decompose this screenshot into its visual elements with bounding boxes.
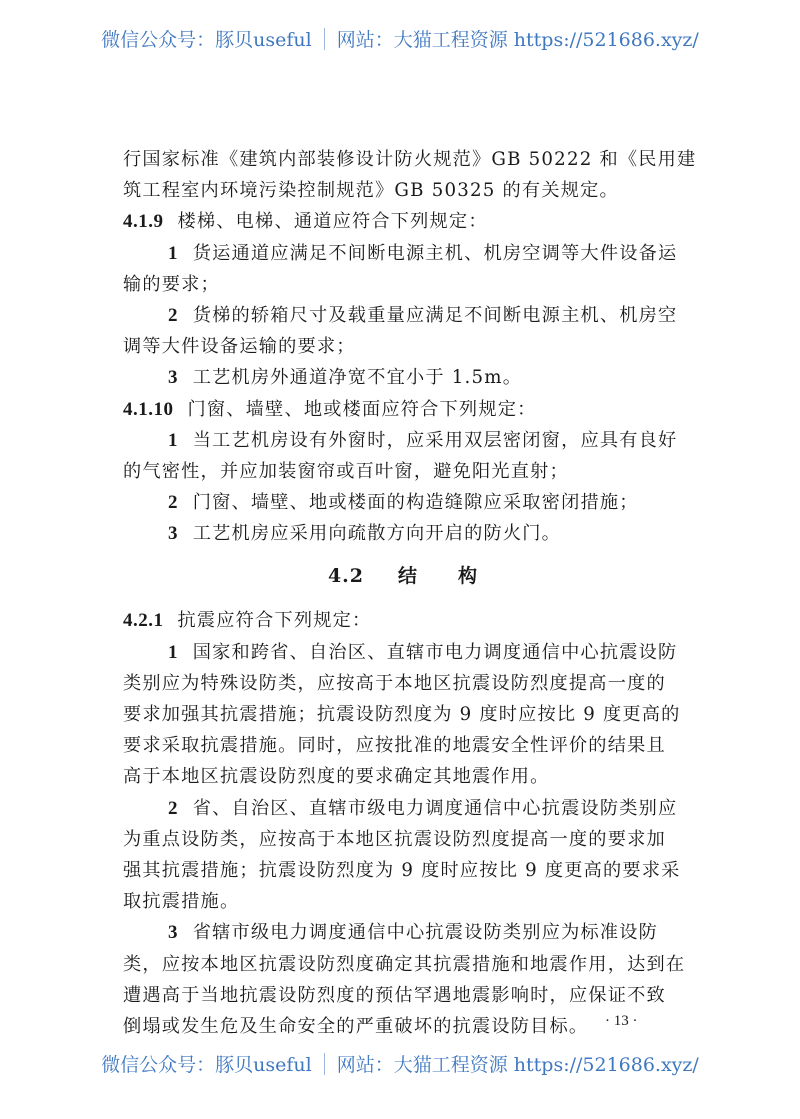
clause-heading [123,394,683,425]
line-text: 遭遇高于当地抗震设防烈度的预估罕遇地震影响时，应保证不致 [123,984,666,1006]
watermark-site-text: 网站：大猫工程资源 https://521686.xyz/ [336,1054,699,1076]
clause-text: 门窗、墙壁、地或楼面应符合下列规定： [187,398,537,420]
body-text-line [123,1011,683,1042]
body-text-line [123,668,683,699]
body-text-line [123,949,686,980]
item-number: 3 [168,523,179,545]
item-text: 省辖市级电力调度通信中心抗震设防类别应为标准设防 [192,922,659,944]
watermark-footer [0,1050,800,1077]
clause-text: 抗震应符合下列规定： [177,610,372,632]
item-number: 1 [168,429,179,451]
body-text-line [123,730,683,761]
section-title-char: 构 [458,565,479,588]
line-text: 高于本地区抗震设防烈度的要求确定其地震作用。 [123,766,550,788]
line-text: 强其抗震措施；抗震设防烈度为 9 度时应按比 9 度更高的要求采 [123,859,681,881]
body-text-line [123,824,683,855]
item-number: 1 [168,242,179,264]
line-text: 调等大件设备运输的要求； [123,336,356,358]
section-number: 4.2 [327,565,365,588]
item-text: 货运通道应满足不间断电源主机、机房空调等大件设备运 [192,242,678,264]
page-number: · 13 · [605,1013,638,1029]
body-text-line [123,761,683,792]
item-number: 3 [168,922,179,944]
clause-text: 楼梯、电梯、通道应符合下列规定： [177,211,488,233]
line-text: 倒塌或发生危及生命安全的严重破坏的抗震设防目标。 [123,1015,589,1037]
watermark-site-text: 网站：大猫工程资源 https://521686.xyz/ [336,29,699,51]
line-text: 要求加强其抗震措施；抗震设防烈度为 9 度时应按比 9 度更高的 [123,704,681,725]
body-text-line [123,144,697,175]
item-text: 国家和跨省、自治区、直辖市电力调度通信中心抗震设防 [192,641,678,663]
watermark-wechat-text: 微信公众号：豚贝useful [101,29,312,51]
body-text-line [123,175,683,206]
clause-number: 4.2.1 [123,610,164,632]
item-number: 2 [168,797,179,819]
clause-heading [123,605,683,636]
body-text-line [123,331,683,362]
item-text: 当工艺机房设有外窗时，应采用双层密闭窗，应具有良好 [192,429,678,451]
item-number: 3 [168,367,179,389]
list-item [123,637,683,668]
item-text: 货梯的轿箱尺寸及载重量应满足不间断电源主机、机房空 [192,304,678,326]
body-text-line [123,855,683,886]
line-text: 为重点设防类，应按高于本地区抗震设防烈度提高一度的要求加 [123,828,666,850]
item-text: 门窗、墙壁、地或楼面的构造缝隙应采取密闭措施； [192,492,639,514]
body-text-line [123,980,683,1011]
clause-number: 4.1.10 [123,398,174,420]
line-text: 的气密性，并应加装窗帘或百叶窗，避免阳光直射； [123,460,569,482]
list-item [123,425,683,456]
item-number: 2 [168,304,179,326]
line-text: 类别应为特殊设防类，应按高于本地区抗震设防烈度提高一度的 [123,672,666,694]
line-text: 取抗震措施。 [123,891,240,913]
clause-number: 4.1.9 [123,211,164,233]
section-heading [123,553,683,605]
item-text: 工艺机房应采用向疏散方向开启的防火门。 [192,523,562,545]
list-item [123,487,683,518]
line-text: 筑工程室内环境污染控制规范》GB 50325 的有关规定。 [123,180,619,202]
body-text-line [123,456,683,487]
list-item [123,917,683,948]
body-text-line [123,886,683,917]
clause-heading [123,206,683,237]
list-item [123,518,683,549]
body-text-line [123,699,683,730]
item-number: 2 [168,492,179,514]
watermark-divider [324,28,325,50]
item-text: 省、自治区、直辖市级电力调度通信中心抗震设防类别应 [192,797,678,819]
line-text: 类，应按本地区抗震设防烈度确定其抗震措施和地震作用，达到在 [123,953,686,975]
list-item [123,793,683,824]
watermark-wechat-text: 微信公众号：豚贝useful [101,1054,312,1076]
section-title-char: 结 [398,565,419,588]
item-text: 工艺机房外通道净宽不宜小于 1.5m。 [192,367,523,389]
watermark-header [0,25,800,52]
watermark-divider [324,1053,325,1075]
list-item [123,238,683,269]
line-text: 输的要求； [123,273,220,295]
line-text: 要求采取抗震措施。同时，应按批准的地震安全性评价的结果且 [123,735,666,757]
document-page-body [123,144,697,1042]
list-item [123,300,683,331]
body-text-line [123,269,683,300]
list-item [123,362,683,393]
item-number: 1 [168,641,179,663]
line-text: 行国家标准《建筑内部装修设计防火规范》GB 50222 和《民用建 [123,149,697,170]
